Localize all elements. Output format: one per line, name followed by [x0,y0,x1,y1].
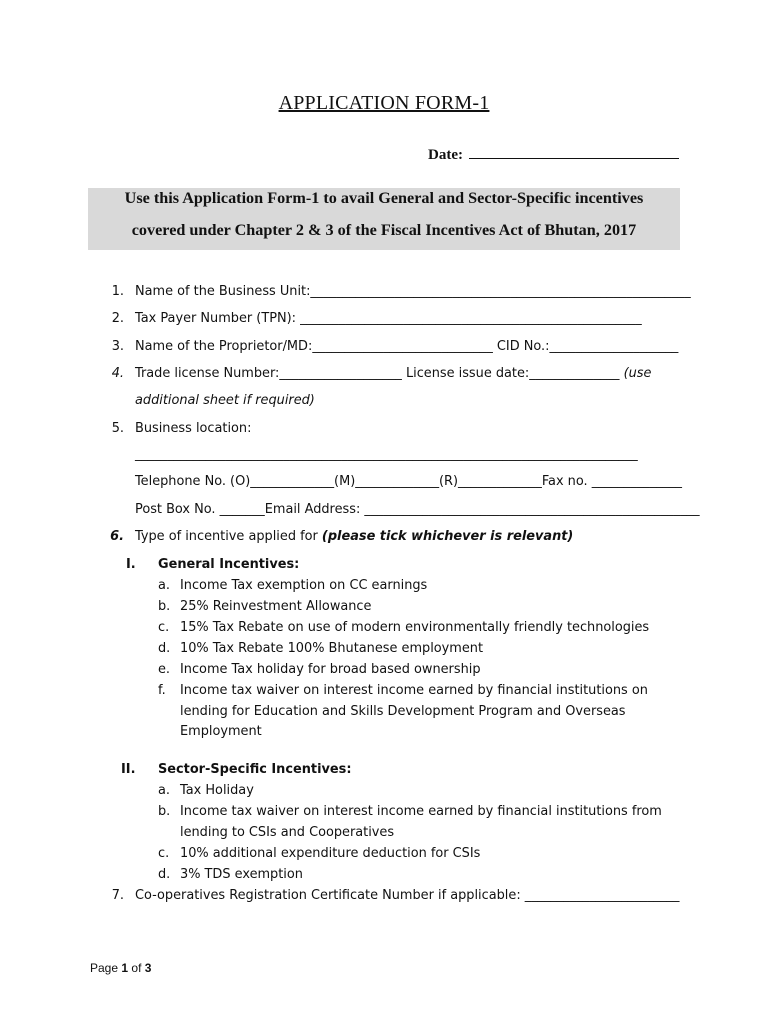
incentive-type-note: (please tick whichever is relevant) [321,529,574,544]
business-location-label: Business location: [135,421,252,436]
list-item-letter: c. [158,846,170,861]
general-option-b[interactable]: 25% Reinvestment Allowance [180,599,372,614]
general-option-f-line2: lending for Education and Skills Development Program and Overseas [180,704,626,719]
business-location-field[interactable]: ______________________________________________________________________________ [135,447,638,462]
coop-registration-field[interactable]: Co-operatives Registration Certificate Number if applicable: ________________________ [135,888,680,903]
general-option-c[interactable]: 15% Tax Rebate on use of modern environmentally friendly technologies [180,620,650,635]
date-blank-line[interactable] [469,145,679,159]
date-label: Date: [428,147,463,163]
banner-line-2: covered under Chapter 2 & 3 of the Fiscal Incentives Act of Bhutan, 2017 [131,221,637,239]
of-word: of [131,961,142,975]
list-item-letter: d. [158,641,171,656]
item-number: 7. [111,888,124,903]
page-number: 1 [121,961,129,975]
trade-license-note: (use [623,366,652,381]
incentive-type-text: Type of incentive applied for [135,529,322,544]
page-footer [90,961,151,975]
list-item-letter: b. [158,804,171,819]
general-option-a[interactable]: Income Tax exemption on CC earnings [180,578,428,593]
item-number: 3. [111,339,124,354]
sector-section-heading: Sector-Specific Incentives: [158,762,352,777]
item-number: 1. [111,284,124,299]
item-number: 2. [111,311,124,326]
list-item-letter: a. [158,578,170,593]
page-word: Page [90,961,119,975]
list-item-letter: e. [158,662,171,677]
business-unit-field[interactable]: Name of the Business Unit:___________________________________________________________ [135,284,691,299]
sector-section-number: II. [121,762,136,777]
sector-option-d[interactable]: 3% TDS exemption [180,867,303,882]
page-total: 3 [144,961,152,975]
item-number: 5. [111,421,124,436]
list-item-letter: b. [158,599,171,614]
incentive-type-label [135,529,573,544]
list-item-letter: a. [158,783,170,798]
sector-option-c[interactable]: 10% additional expenditure deduction for CSIs [180,846,481,861]
date-field [428,145,679,164]
telephone-fax-field[interactable]: Telephone No. (O)_____________(M)_____________(R)_____________Fax no. ______________ [135,474,682,489]
general-option-f-line3: Employment [180,724,262,739]
general-option-d[interactable]: 10% Tax Rebate 100% Bhutanese employment [180,641,483,656]
item-number: 4. [111,366,124,381]
sector-option-b-line2: lending to CSIs and Cooperatives [180,825,395,840]
page-title: APPLICATION FORM-1 [278,92,490,114]
trade-license-text: Trade license Number:___________________ License issue date:______________ [135,366,624,381]
sector-option-a[interactable]: Tax Holiday [180,783,254,798]
trade-license-note-continued: additional sheet if required) [135,393,315,408]
list-item-letter: c. [158,620,170,635]
general-section-number: I. [126,557,136,572]
banner-line-1: Use this Application Form-1 to avail General and Sector-Specific incentives [124,189,644,207]
general-section-heading: General Incentives: [158,557,300,572]
general-option-f-line1[interactable]: Income tax waiver on interest income earned by financial institutions on [180,683,648,698]
trade-license-field[interactable] [135,366,651,381]
proprietor-cid-field[interactable]: Name of the Proprietor/MD:____________________________ CID No.:____________________ [135,339,679,354]
item-number: 6. [110,529,124,544]
general-option-e[interactable]: Income Tax holiday for broad based ownership [180,662,481,677]
postbox-email-field[interactable]: Post Box No. _______Email Address: ____________________________________________________ [135,502,700,517]
sector-option-b-line1[interactable]: Income tax waiver on interest income earned by financial institutions from [180,804,662,819]
instructions-banner [88,188,680,250]
list-item-letter: f. [158,683,166,698]
list-item-letter: d. [158,867,171,882]
tpn-field[interactable]: Tax Payer Number (TPN): _____________________________________________________ [135,311,642,326]
